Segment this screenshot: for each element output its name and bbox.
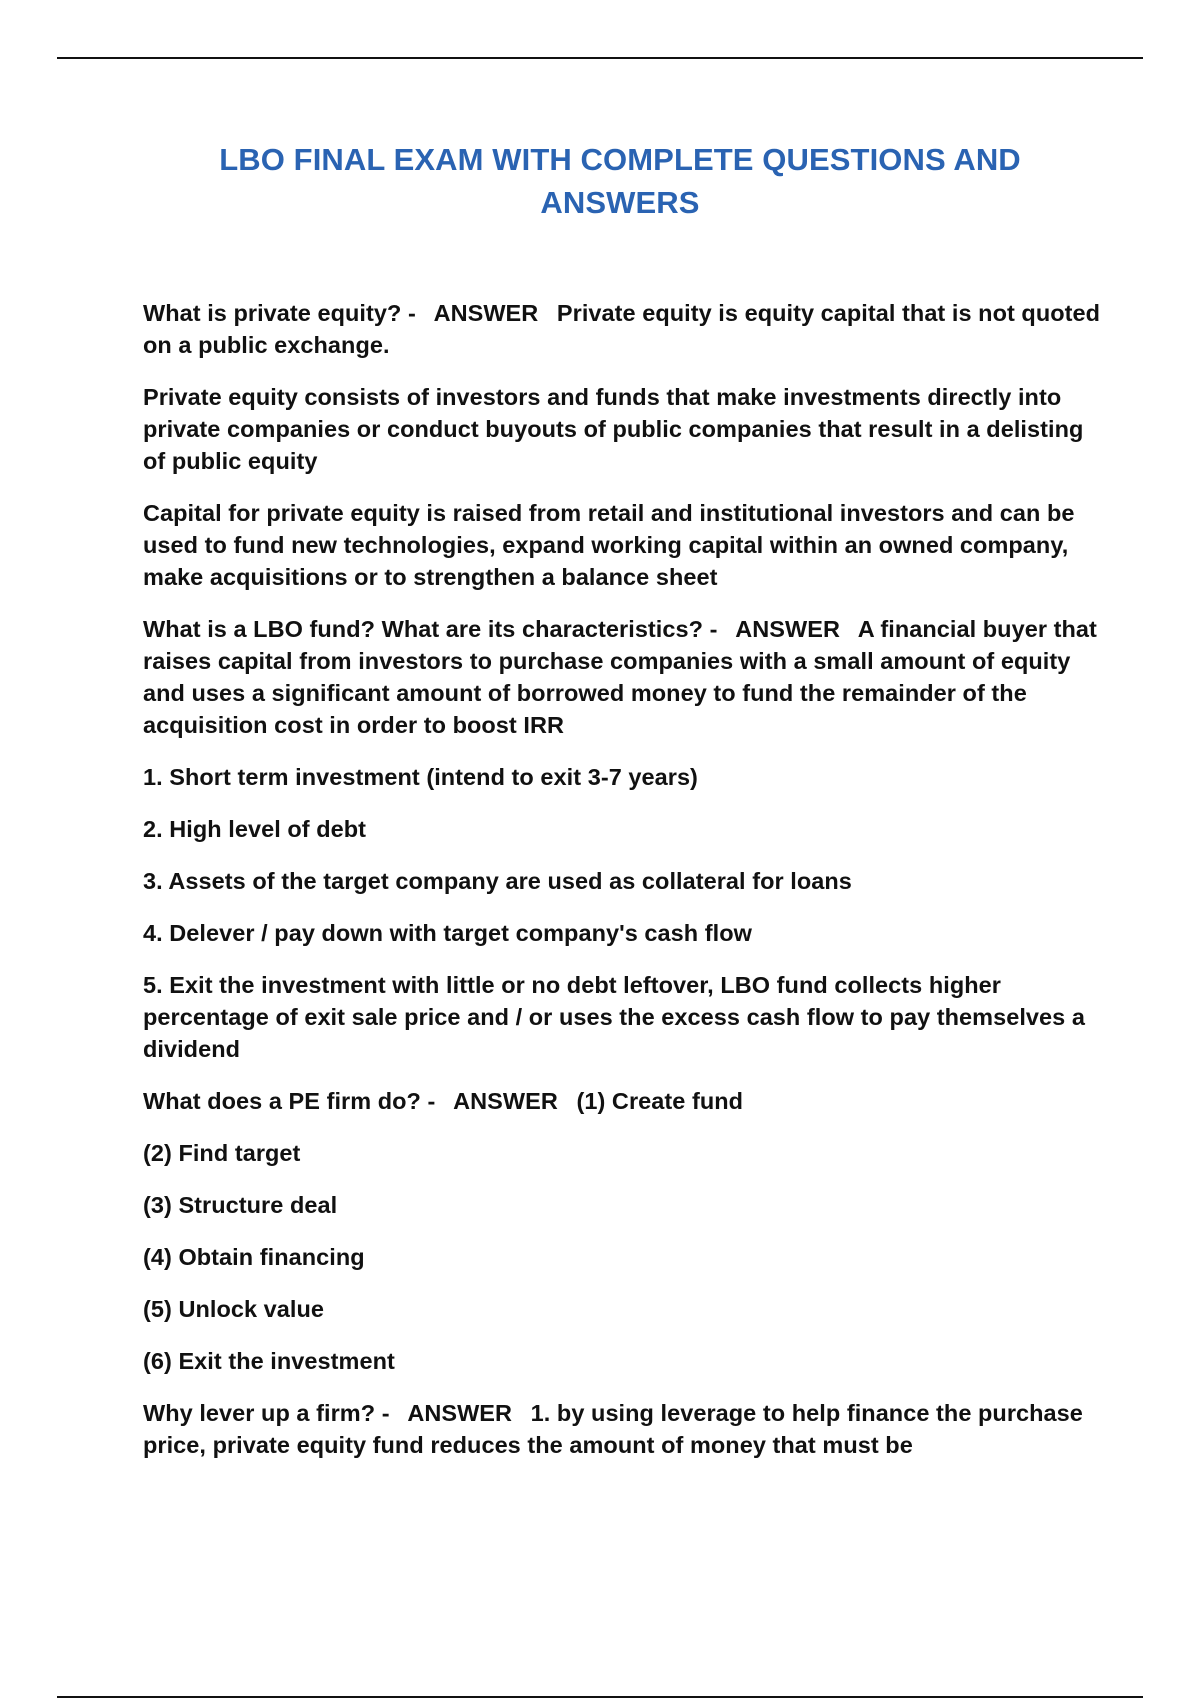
- qa-block: [143, 1085, 1103, 1117]
- paragraph: Private equity consists of investors and funds that make investments directly into private companies or conduct buyouts of public companies that result in a delisting of public equity: [143, 384, 1084, 474]
- list-item: (4) Obtain financing: [143, 1244, 365, 1270]
- question-text: What is private equity? -: [143, 300, 416, 326]
- list-item: 4. Delever / pay down with target company's cash flow: [143, 920, 752, 946]
- answer-label: ANSWER: [433, 300, 539, 326]
- answer-label: ANSWER: [407, 1400, 513, 1426]
- top-rule: [57, 57, 1143, 59]
- answer-label: ANSWER: [735, 616, 840, 642]
- list-item: 5. Exit the investment with little or no debt leftover, LBO fund collects higher percentage of exit sale price and / or uses the excess cash flow to pay themselves a dividend: [143, 972, 1085, 1062]
- list-item: (6) Exit the investment: [143, 1348, 395, 1374]
- paragraph: Capital for private equity is raised from retail and institutional investors and can be used to fund new technologies, expand working capital within an owned company, make acquisitions or to strengthen a balance sheet: [143, 500, 1075, 590]
- question-text: What is a LBO fund? What are its characteristics? -: [143, 616, 718, 642]
- list-item: 1. Short term investment (intend to exit 3-7 years): [143, 764, 698, 790]
- list-item: (3) Structure deal: [143, 1192, 338, 1218]
- list-item: (5) Unlock value: [143, 1296, 325, 1322]
- question-text: Why lever up a firm? -: [143, 1400, 390, 1426]
- list-item: 3. Assets of the target company are used as collateral for loans: [143, 868, 852, 894]
- answer-text: A financial buyer that raises capital from investors to purchase companies with a small amount of equity and uses a significant amount of borrowed money to fund the remainder of the acquisition cost in order to boost IRR: [143, 616, 1097, 738]
- qa-block: [143, 1397, 1103, 1461]
- question-text: What does a PE firm do? -: [143, 1088, 436, 1114]
- answer-text: Private equity is equity capital that is not quoted on a public exchange.: [143, 300, 1101, 358]
- document-body: [143, 297, 1103, 1481]
- bottom-rule: [57, 1696, 1143, 1698]
- list-item: 2. High level of debt: [143, 816, 367, 842]
- qa-block: [143, 297, 1103, 361]
- qa-block: [143, 613, 1103, 741]
- answer-text: (1) Create fund: [576, 1088, 744, 1114]
- answer-text: 1. by using leverage to help finance the purchase price, private equity fund reduces the amount of money that must be: [143, 1400, 1083, 1458]
- document-title: LBO FINAL EXAM WITH COMPLETE QUESTIONS AND ANSWERS: [219, 142, 1021, 220]
- answer-label: ANSWER: [453, 1088, 558, 1114]
- list-item: (2) Find target: [143, 1140, 301, 1166]
